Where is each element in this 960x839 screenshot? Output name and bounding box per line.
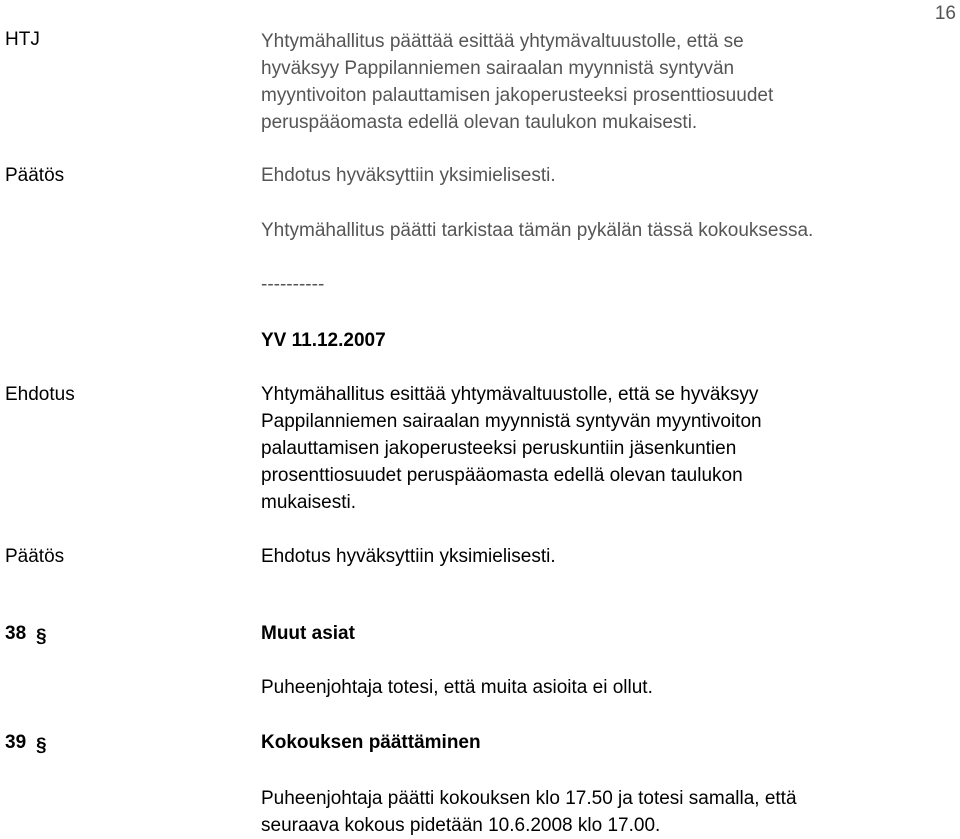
section-sign-icon: § <box>36 626 47 647</box>
decision-text-1: Ehdotus hyväksyttiin yksimielisesti. <box>261 165 556 186</box>
review-note: Yhtymähallitus päätti tarkistaa tämän pykälän tässä kokouksessa. <box>261 220 814 241</box>
page-number: 16 <box>934 3 956 24</box>
section-38-title: Muut asiat <box>261 623 355 644</box>
section-39-text: Puheenjohtaja päätti kokouksen klo 17.50 ja totesi samalla, että seuraava kokous pidetään 10.6.2008 klo 17.00. <box>261 788 797 836</box>
label-htj: HTJ <box>5 29 40 50</box>
yv-date-heading: YV 11.12.2007 <box>261 330 386 351</box>
section-38-number: 38 <box>5 623 27 644</box>
label-paatos-2: Päätös <box>5 546 65 567</box>
proposal-text: Yhtymähallitus esittää yhtymävaltuustolle, että se hyväksyy Pappilanniemen sairaalan myynnistä syntyvän myyntivoiton palauttamisen jakoperusteeksi peruskuntiin jäsenkuntien prosenttiosuudet peruspääomasta edellä olevan taulukon mukaisesti. <box>261 384 762 513</box>
separator-line: ---------- <box>261 274 325 295</box>
section-sign-icon: § <box>36 735 47 756</box>
label-ehdotus: Ehdotus <box>5 384 75 405</box>
htj-proposal-text: Yhtymähallitus päättää esittää yhtymävaltuustolle, että se hyväksyy Pappilanniemen sairaalan myynnistä syntyvän myyntivoiton palauttamisen jakoperusteeksi prosenttiosuudet peruspääomasta edellä olevan taulukon mukaisesti. <box>261 31 774 133</box>
label-paatos-1: Päätös <box>5 165 65 186</box>
section-39-number: 39 <box>5 732 27 753</box>
section-38-text: Puheenjohtaja totesi, että muita asioita ei ollut. <box>261 677 653 698</box>
section-39-title: Kokouksen päättäminen <box>261 732 481 753</box>
decision-text-2: Ehdotus hyväksyttiin yksimielisesti. <box>261 546 556 567</box>
